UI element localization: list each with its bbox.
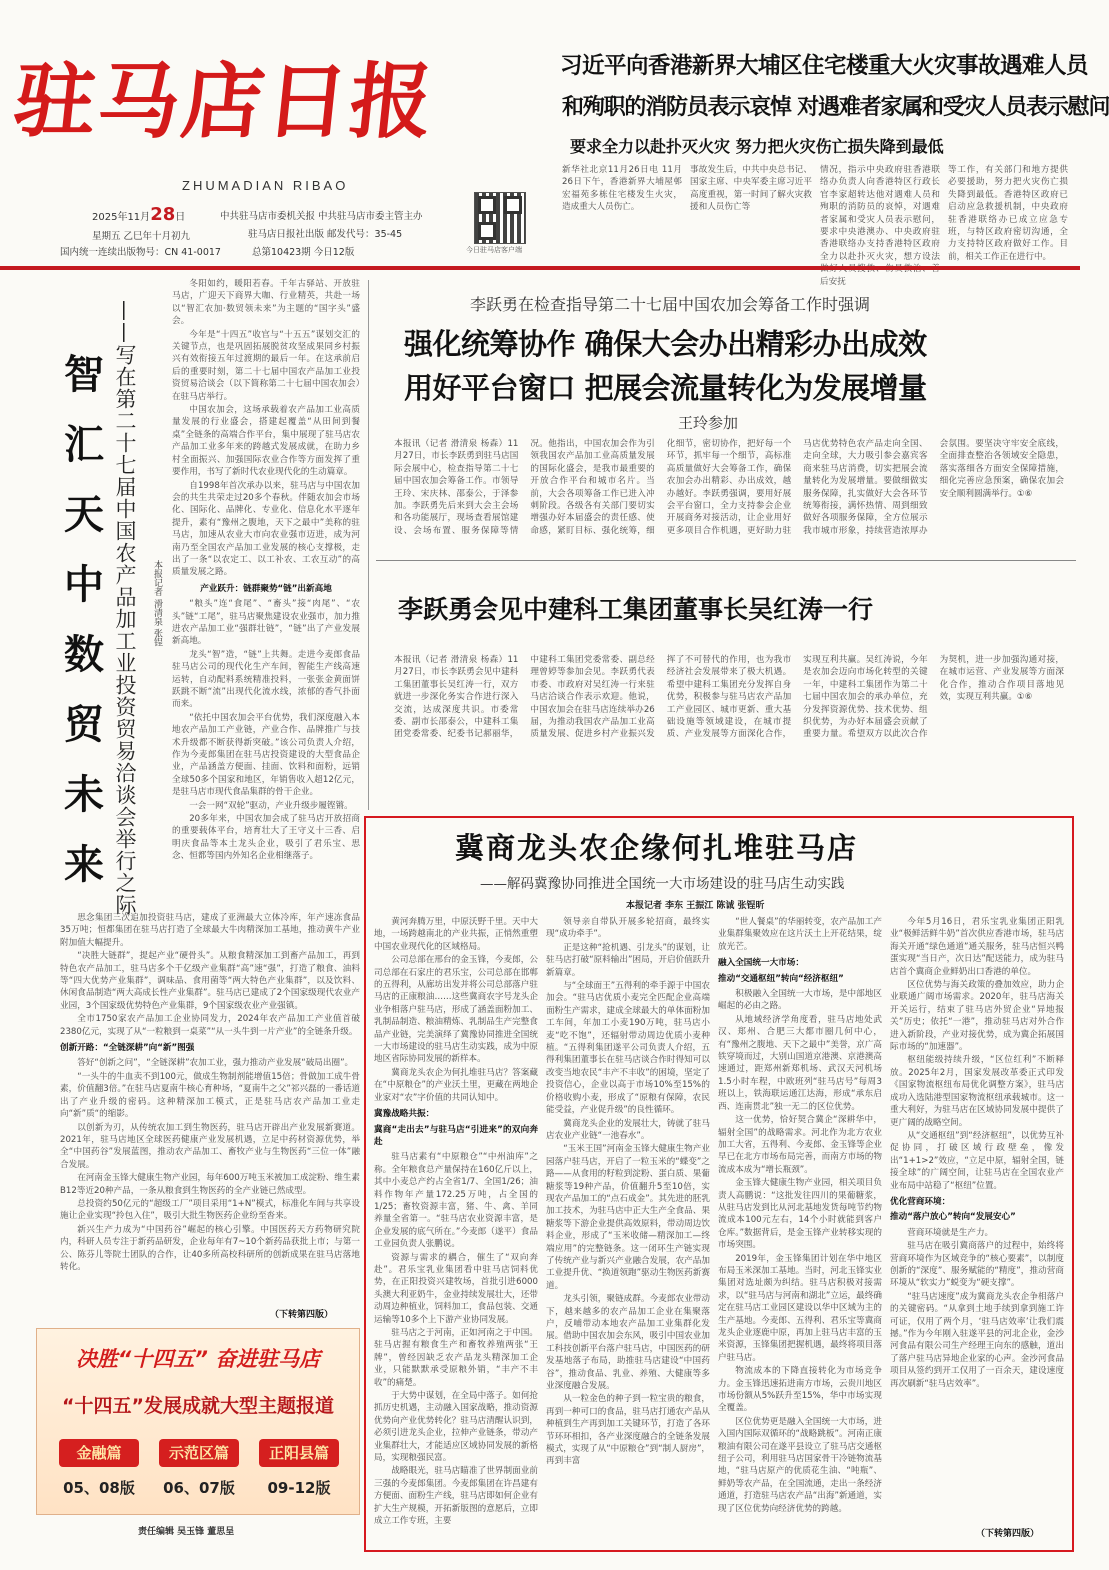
story-li-1-body: 本报讯（记者 滑清泉 杨森）11月27日，市长李跃勇到驻马店国际会展中心，检查指导第二十七届中国农加会筹备工作。市领导王玲、宋庆林、邵泰公，于泽参加。李跃勇先后来到大会主会场和各功能展厅，现场查看展馆建设、会场布置、服务保障等情况。他指出，中国农加会作为引领我国农产品加工业高质量发展的国际化盛会，是我市最重要的开放合作平台和城市名片。当前，大会各项筹备工作已进入冲刺阶段。各级各有关部门要切实增强办好本届盛会的责任感、使命感，紧盯目标、强化统筹，细化细节，密切协作，把好每一个环节，抓牢每一个细节，高标准高质量做好大会筹备工作，确保农加会办出精彩、办出成效，越办越好。李跃勇强调，要用好展会平台窗口，全力支持参会企业开展商务对接活动，让企业用好更多项目合作机遇，更好助力驻马店优势特色农产品走向全国、走向全球，大力吸引参会嘉宾客商来驻马店消费，切实把展会流量转化为发展增量。要做细做实服务保障，扎实做好大会各环节统筹衔接，满怀热情、周到细致做好各项服务保障，全方位展示我市城市形象，持续营造浓厚办会氛围。要坚决守牢安全底线，全面排查整治各领域安全隐患，落实落细各方面安全保障措施，细化完善应急预案，确保农加会安全顺利圆满举行。①⑥ (394, 439, 1064, 536)
main-story-col-1: 黄河奔腾万里，中原沃野千里。天中大地，一场跨越南北的产业共振，正悄然重塑中国农业现代化的区域格局。 公司总部在邢台的金玉锋，今麦郎，公司总部在石家庄的君乐宝，公司总部在邯郸的五得利，从廊坊出发并将公司总部落户驻马店的正康粮油……这些冀商农字号龙头企业争相落户驻马店，形成了涵盖面粉加工、乳制品制造、粮油精炼、乳制品生产完整食品产业链，完美演绎了冀豫协同推进全国统一大市场建设的驻马店生动实践，成为中原地区省际协同发展的新样本。 冀商龙头农企为何扎堆驻马店？答案藏在“中原粮仓”的产业沃土里，更藏在两地企业家对“农”字价值的共同认知中。 冀豫战略共振： 冀商“走出去”与驻马店“引进来”的双向奔赴 驻马店素有“中原粮仓”“中州油库”之称。全年粮食总产量保持在160亿斤以上，其中小麦总产约占全省1/7、全国1/26；油料作物年产量172.25万吨，占全国的1/25；畜牧资源丰富，猪、牛、禽、羊同养量全省第一。“驻马店农业资源丰富，是企业发展的底气所在。”今麦郎（遂平）食品工业园负责人张鹏说。 资源与需求的耦合，催生了“双向奔赴”。君乐宝乳业集团看中驻马店饲料优势，在正阳投资兴建牧场，首批引进6000头澳大利亚奶牛，金业持续发展壮大，还带动周边种植业，饲料加工，食品包装、交通运输等10多个上下游产业协同发展。 驻马店之于河南，正如河南之于中国。驻马店握有粮食生产和畜牧养殖两张“王牌”，曾经因缺乏农产品龙头精深加工企业，只能默默承受原粮外销，“丰产不丰收”的痛楚。 于大势中谋划，在全局中落子。如何抢抓历史机遇，主动融入国家战略，推动资源优势向产业优势转化？驻马店清醒认识到，必须引进龙头企业，拉伸产业链条，带动产业集群壮大，才能适应区域协同发展的新格局，实现粮强民富。 战略眼光，驻马店瞄准了世界制面业前三强的今麦郎集团。今麦郎集团在许昌建有方便面、面粉生产线，驻马店即如何企业有扩大生产规模，开拓新版图的意愿后，立即成立工作专班，主要 (374, 917, 538, 1527)
feature-subhead: 产业跃升：链群聚势“链”出新高地 (200, 583, 332, 594)
lead-col-4: 等工作，有关部门和地方提供必要援助，努力把火灾伤亡损失降到最低。香港特区政府已启动应急救援机制，中央政府驻香港联络办已成立应急专班，与特区政府密切沟通，全力支持特区政府做好工作。目前，相关工作正在进行中。 (948, 165, 1068, 262)
qr-code[interactable] (474, 192, 526, 244)
feature-body-wide: 思念集团三次追加投资驻马店，建成了亚洲最大立体冷库，年产速冻食品35万吨；恒都集团在驻马店打造了全球最大牛肉精深加工基地，推动黄牛产业附加值大幅提升。 “决胜大链群”，提起产业“硬骨头”。从粮食精深加工到畜产品加工，再到特色农产品加工，驻马店多个千亿级产业集群“高”速“强”，打造了粮食、油料等“四大优势产业集群”，调味品、食用菌等“两大特色产业集群”，以及饮料、休闲食品制造“两大高成长性产业集群”。驻马店已建成了2个国家级现代农业产业园，3个国家级优势特色产业集群，9个国家级农业产业强镇。 全市1750家农产品加工企业协同发力，2024年农产品加工产业值首破2380亿元，实现了从“一粒粮到一桌菜”“从一头牛到一片产业”的全链条升级。 创新开路：“全链深耕”向“新”图强 答好“创新之问”，“全链深耕”农加工业，强力推动产业发展“破局出圈”。 “一头牛的牛血卖不到100元，做成生物制剂能增值15倍；骨做加工成牛骨素，价值翻3倍。”在驻马店夏南牛核心育种场，“夏南牛之父”祁兴磊的一番话道出了产业升级的密码。这种精深加工模式，正是驻马店农产品加工业走向“新”质“的缩影。 以创新为刃，从传统农加工到生物医药，驻马店开辟出产业发展新赛道。2021年，驻马店地区全球医药健康产业发展机遇，立足中药材资源优势，举全“中国药谷”发展蓝图，推动农产品加工、畜牧产业与生物医药“三位一体”融合发展。 在河南金玉锋大健康生物产业园，每年600万吨玉米被加工成淀粉、维生素B12等近20种产品，一条从粮食到生物医药的全产业链已然成型。 总投资约50亿元的“超级工厂”项目采用“1+N”模式，标准化车间与共享设施让企业实现“拎包入住”，吸引大批生物医药企业纷至沓来。 新兴生产力成为“中国药谷”崛起的核心引擎。中国医药天方药物研究院内，科研人员专注于新药品研发，企业每年有7~10个新药品获批上市；与第一公、陈芬儿等院士团队的合作，让40多所高校科研所的创新成果在驻马店落地转化。 (60, 913, 360, 1272)
main-story-continue-note: （下转第四版） (976, 1529, 1040, 1539)
feature-continue-note: （下转第四版） (270, 1310, 334, 1320)
masthead-pinyin: ZHUMADIAN RIBAO (182, 178, 349, 193)
lead-subhead: 要求全力以赴扑灭火灾 努力把火灾伤亡损失降到最低 (570, 137, 944, 156)
main-story-headline: 冀商龙头农企缘何扎堆驻马店 (455, 831, 859, 865)
feature-body: 冬阳如约，暖阳若春。千年古驿站、开放驻马店，广迎天下商界大咖、行业精英，共赴一场以“智汇农加·数贸领未来”为主题的“国字头”盛会。 今年是“十四五”收官与“十五五”谋划交汇的关键节点，也是巩固拓展脱贫攻坚成果同乡村振兴有效衔接五年过渡期的最后一年。在这承前启后的重要时刻，第二十七届中国农产品加工业投资贸易洽谈会（以下简称第二十七届中国农加会）在驻马店举行。 中国农加会，这场承载着农产品加工业高质量发展的行业盛会，搭建起覆盖“从田间到餐桌”全链条的高端合作平台，集中展现了驻马店农产品加工业多年来的跨越式发展成就，在助力乡村全面振兴、加强国际农业合作等方面发挥了重要作用，书写了新时代农业现代化的生动篇章。 自1998年首次承办以来，驻马店与中国农加会的共生共荣走过20多个春秋。伴随农加会市场化、国际化、品牌化、专业化、信息化水平逐年提升，素有“豫州之腹地，天下之最中”美称的驻马店，加速从农业大市向农业强市迈进，成为河南乃至全国农产品加工业发展的核心支撑极，走出了一条“以农定工、以工补农、工农互动”的高质量发展之路。 产业跃升：链群聚势“链”出新高地 “粮头”连“食尾”、“畜头”接“肉尾”、“农头”链“工尾”，驻马店聚焦建设农业强市，加力推进农产品加工业“强群壮链”，“链”出了产业发展新高地。 龙头“智”造，“链”上共舞。走进今麦郎食品驻马店公司的现代化生产车间，智能生产线高速运转，自动配料系统精准投料，一张张金黄面饼跃跳不断“流”出现代化流水线，浓郁的香气扑面而来。 “依托中国农加会平台优势，我们深度融入本地农产品加工产业链，产业合作、品牌推广与技术升级都不断获得新突破。”该公司负责人介绍，作为今麦郎集团在驻马店投资建设的大型食品企业，产品涵盖方便面、挂面、饮料和面粉，远销全球50多个国家和地区，年销售收入超12亿元，是驻马店市现代食品集群的骨干企业。 一会一网“双轮”驱动，产业升级步履铿锵。 20多年来，中国农加会成了驻马店开放招商的重要载体平台，培育壮大了王守义十三香、启明庆食品等本土龙头企业，吸引了君乐宝、思念、恒都等国内外知名企业相继落子。 (172, 279, 360, 862)
feature-title-char: 贸 (64, 702, 104, 748)
feature-title-char: 中 (64, 562, 104, 608)
feature-title-char: 数 (64, 632, 104, 678)
main-story-subhead-c: 优化营商环境： (890, 1196, 951, 1207)
story-li-1-kicker: 李跃勇在检查指导第二十七届中国农加会筹备工作时强调 (470, 295, 871, 314)
masthead-rule (0, 266, 1080, 270)
promo-item-finance[interactable]: 金融篇 (59, 1439, 139, 1467)
masthead-weekday: 星期五 乙巳年十月初九 (92, 231, 191, 242)
story-li-2-headline: 李跃勇会见中建科工集团董事长吴红涛一行 (398, 595, 874, 624)
masthead-title: 驻马店日报 (9, 54, 440, 150)
feature-title-char: 来 (64, 842, 104, 888)
promo-pages-zhengyang: 09-12版 (267, 1479, 331, 1497)
lead-headline-1: 习近平向香港新界大埔区住宅楼重大火灾事故遇难人员 (560, 53, 1089, 79)
lead-col-1: 新华社北京11月26日电 11月26日下午，香港新界大埔屋邨宏福苑多栋住宅楼发生火灾，造成重大人员伤亡。 (562, 165, 682, 213)
promo-item-zhengyang[interactable]: 正阳县篇 (259, 1439, 339, 1467)
masthead-publisher: 驻马店日报社出版 邮发代号：35-45 (248, 229, 403, 240)
masthead-issue: 总第10423期 今日12版 (252, 247, 355, 258)
promo-item-demo-zone[interactable]: 示范区篇 (159, 1439, 239, 1467)
feature-title-char: 智 (64, 352, 104, 398)
promo-pages-finance: 05、08版 (63, 1479, 135, 1497)
section-rule (376, 560, 1076, 561)
promo-title: “十四五”发展成就大型主题报道 (62, 1395, 334, 1417)
feature-title (58, 340, 110, 900)
lead-col-2: 事故发生后，中共中央总书记、国家主席、中央军委主席习近平高度重视，第一时间了解火灾救援和人员伤亡等 (690, 165, 812, 213)
lead-headline-2: 和殉职的消防员表示哀悼 对遇难者家属和受灾人员表示慰问 (562, 95, 1109, 120)
masthead-sponsor: 中共驻马店市委机关报 中共驻马店市委主管主办 (220, 211, 423, 222)
main-story-byline: 本报记者 李东 王振江 陈诚 张锃昕 (626, 901, 765, 911)
story-li-1-headline-1: 强化统筹协作 确保大会办出精彩办出成效 (404, 327, 927, 361)
promo-banner: 决胜“十四五” 奋进驻马店 (75, 1347, 321, 1371)
story-li-1-attendee: 王玲参加 (678, 414, 739, 432)
editors-credit: 责任编辑 吴玉锋 董思呈 (138, 1527, 235, 1537)
column-divider (368, 280, 369, 810)
story-li-2-body: 本报讯（记者 滑清泉 杨森）11月27日，市长李跃勇会见中建科工集团董事长吴红涛一行，双方就进一步深化务实合作进行深入交流，达成深度共识。市委常委、副市长邵泰公，中建科工集团党委常委、纪委书记郝丽华，中建科工集团党委常委、副总经理曾婷等参加会见。李跃勇代表市委、市政府对吴红涛一行来驻马店洽谈合作表示欢迎。他说，中国农加会在驻马店连续举办26届，为推动我国农产品加工业高质量发展、促进乡村产业振兴发挥了不可替代的作用，也为我市经济社会发展带来了极大机遇。希望中建科工集团充分发挥自身优势，积极参与驻马店农产品加工产业园区、城市更新、重大基础设施等领域建设，在城市提质、产业发展等方面深化合作，实现互利共赢。吴红涛说，今年是农加会迈向市场化转型的关键一年，中建科工集团作为第二十七届中国农加会的承办单位，充分发挥资源优势、技术优势、组织优势，为办好本届盛会贡献了重要力量。希望双方以此次合作为契机，进一步加强沟通对接，在城市运营、产业发展等方面深化合作，推动合作项目落地见效，实现互利共赢。①⑥ (394, 655, 1064, 740)
main-story-subhead-b: 融入全国统一大市场： (718, 958, 804, 969)
lead-col-3: 情况，指示中央政府驻香港联络办负责人向香港特区行政长官李家超转达他对遇难人员和殉职的消防员的哀悼，对遇难者家属和受灾人员表示慰问，要求中央港澳办、中央政府驻香港联络办支持香港特区政府全力以赴扑灭火灾，想方设法 后安抚 (820, 165, 940, 287)
promo-pages-demo-zone: 06、07版 (163, 1479, 235, 1497)
masthead-issn: 国内统一连续出版物号：CN 41-0017 (60, 247, 221, 258)
feature-title-char: 未 (64, 772, 104, 818)
feature-title-char: 天 (64, 492, 104, 538)
masthead-date: 2025年11月28日 (92, 204, 186, 225)
main-story-col-2: 领导亲自带队开展多轮招商，最终实现“成功牵手”。 正是这种“抢机遇、引龙头”的谋划，让驻马店打破“原料输出”困局，开启价值跃升新篇章。 与“全球面王”五得利的牵手源于中国农加会。“驻马店优质小麦完全匹配企业高端面粉生产需求，建成全球最大的单体面粉加工车间，年加工小麦190万吨，驻马店小麦“吃不饱”，还辐射带动周边优质小麦种植。“五得利集团遂平公司负责人介绍，五得利集团董事长在驻马店谈合作时得知可以改变当地农民“丰产不丰收”的困境，坚定了投资信心，企业以高于市场10%至15%的价格收购小麦，形成了“原粮有保障，农民能受益，产业促升级”的良性循环。 冀商龙头企业的发展壮大，铸就了驻马店农业产业链“一池春水”。 “玉米王国”河南金玉锋大健康生物产业园落户驻马店，开启了一粒玉米的“蝶变”之路——从食用的籽粒到淀粉、蛋白质、果葡糖浆等19种产品，价值翻升5至10倍，实现农产品加工的“点石成金”。其先进的胚乳加工技术，为驻马店中正大生产全食品、果糖浆等下游企业提供高效原料，带动周边饮料企业，形成了“玉米收储—精深加工—终端应用”的完整链条。这一闭环生产链实现了传统产业与新兴产业融合发展，农产品加工业提升优、“换道领跑”驱动生物医药新赛道。 龙头引领，聚链成群。今麦郎农业带动下，越来越多的农产品加工企业在集聚落户，反哺带动本地农产品加工业集群化发展。借助中国农加会东风，吸引中国农业加工科技创新平台落户驻马店，中国医药的研发基地落子布局，助推驻马店建设“中国药谷”，推动食品、乳业、养殖、大健康等多业深度融合发展。 从一粒金色的种子到一粒宝贵的粮食，再到一种可口的食品，驻马店打通农产品从种植到生产再到加工关键环节，打造了各环节环环相扣，各产业深度融合的全链条发展模式，实现了从“中原粮仓”到“制人厨房”，再到丰富 (546, 917, 710, 1467)
feature-subtitle: ——写在第二十七届中国农产品加工业投资贸易洽谈会举行之际 (113, 300, 137, 916)
feature-byline: 本报记者 滑清泉 张锃 (152, 560, 162, 647)
qr-caption: 今日驻马店客户端 (466, 246, 522, 254)
feature-subhead-2: 创新开路：“全链深耕”向“新”图强 (60, 1043, 195, 1054)
story-li-1-headline-2: 用好平台窗口 把展会流量转化为发展增量 (404, 371, 927, 405)
main-story-subhead: ——解码冀豫协同推进全国统一大市场建设的驻马店生动实践 (480, 876, 845, 892)
main-story-col-3: “世人餐桌”的华丽转变，农产品加工产业集群集聚效应在这片沃土上开花结果，绽放光芒。 融入全国统一大市场： 推动“交通枢纽”转向“经济枢纽” 积极融入全国统一大市场，是中部地区崛起的必由之路。 从地域经济学角度看，驻马店地处武汉、郑州、合肥三大都市圈几何中心，有“豫州之腹地、天下之最中”美誉，京广高铁穿境而过，大别山国道京港澳、京港澳高速通过，距郑州新郑机场、武汉天河机场1.5小时车程，中欧班列“驻马店号”每周3班以上，铁海联运通江达海，形成“承东启西、连南贯北”独一无二的区位优势。 这一优势，恰好契合冀企“深耕华中，辐射全国”的战略需求。河北作为北方农业加工大省，五得利、今麦郎、金玉锋等企业早已在北方市场布局完善，而南方市场的物流成本成为“增长瓶颈”。 金玉锋大健康生物产业园，相关项目负责人高鹏说：“这批发往四川的果葡糖浆，从驻马店发到比从河北基地发货每吨节约物流成本100元左右，14个小时就能到客户仓库。”数据背后，是金玉锋产业转移实现的市场突围。 2019年，金玉锋集团计划在华中地区布局玉米深加工基地。当时，河北玉锋实业集团对选址颇为纠结。驻马店积极对接需求，以“驻马店与河南和湖北”立运，最终确定在驻马店工业园区建设以华中区域为主的生产基地。今麦郎、五得利、君乐宝等冀商龙头企业逐鹿中原，再加上驻马店丰富的玉米资源，玉锋集团把握机遇，最终将项目落户驻马店。 物流成本的下降直接转化为市场竞争力。金玉锋迅速拓进南方市场，云贵川地区市场份额从5%跃升至15%，华中市场实现全覆盖。 区位优势更是融入全国统一大市场，进入国内国际双循环的“战略跳板”。河南正康粮油有限公司在遂平县设立了驻马店交通枢纽子公司，利用驻马店国家骨干冷链物流基地，“驻马店原产的优质花生油、“吨瓶”、鲜奶等农产品，在全国流通，走出一条经济通道，打造驻马店农产品“出海”新通道，实现了区位优势向经济优势的跨越。 (718, 917, 882, 1514)
feature-title-char: 汇 (64, 422, 104, 468)
main-story-col-4: 今年5月16日，君乐宝乳业集团正阳乳业“极鲜活鲜牛奶”首次供应香港市场，驻马店海关开通“绿色通道”通关服务，驻马店恒兴鸭蛋实现“当日产，次日达”配送能力，成为驻马店首个冀商企业鲜奶出口香港的单位。 区位优势与海关政策的叠加效应，助力企业联通广阔市场需求。2020年，驻马店海关开关运行，结束了驻马店外贸企业“异地报关”历史；依托“一港”，推动驻马店对外合作进入新阶段，产业对接优势，成为冀企拓展国际市场的“加速器”。 枢纽能级持续升级，“区位红利”不断释放。2025年2月，国家发展改革委正式印发《国家物流枢纽布局优化调整方案》，驻马店成功入选陆港型国家物流枢纽承载城市。这一重大利好，为驻马店在区域协同发展中提供了更广阔的战略空间。 从“交通枢纽”到“经济枢纽”，以优势互补促协同，打破区域行政壁垒，像发出“1+1>2”效应，“立足中原，辐射全国，链接全球”的广阔空间，让驻马店在全国农业产业布局中站稳了“枢纽”位置。 优化营商环境： 推动“落户放心”转向“发展安心” 营商环境就是生产力。 驻马店在吸引冀商落户的过程中，始终将营商环境作为区域竞争的“核心要素”，以制度创新的“深度”、服务赋能的“精度”，推动营商环境从“软实力”蜕变为“硬支撑”。 “驻马店速度”成为冀商龙头农企争相落户的关键密码。“从拿到土地手续到拿到施工许可证，仅用了两个月，‘驻马店效率’让我们震撼。”作为今年刚入驻遂平县的河北企业，金沙河食品有限公司生产经理王向东的感触，道出了落户驻马店异地企业家的心声。金沙河食品项目从签约到开工仅用了一百余天，建设速度再次刷新“驻马店效率”。 (890, 917, 1064, 1389)
main-story-subhead-a: 冀豫战略共振： (374, 1109, 435, 1120)
promo-box[interactable] (36, 1328, 360, 1515)
